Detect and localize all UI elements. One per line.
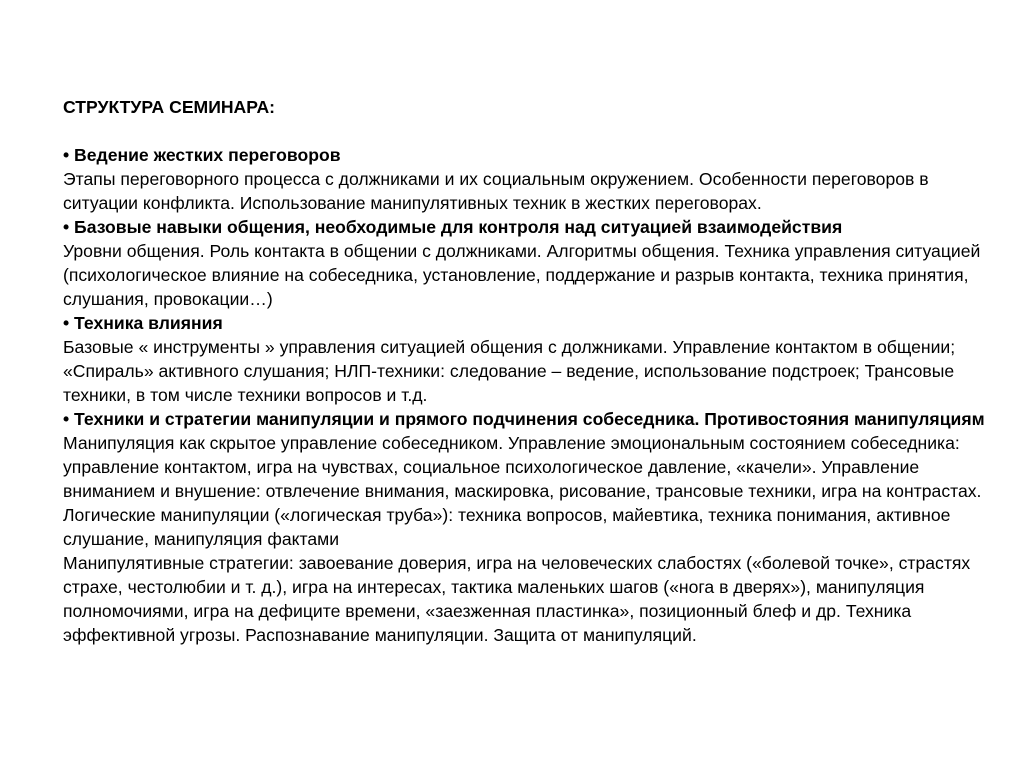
section-paragraph: Манипуляция как скрытое управление собеседником. Управление эмоциональным состоянием собеседника: управление контактом, игра на чувствах, социальное психологическое давление, «качели». Управление вниманием и внушение: отвлечение внимания, маскировка, рисование, трансовые техники, игра на контрастах. — [63, 433, 982, 501]
section-hard-negotiations — [63, 143, 998, 215]
section-influence-technique — [63, 311, 998, 407]
document-body — [63, 95, 998, 647]
section-paragraph: Этапы переговорного процесса с должниками и их социальным окружением. Особенности переговоров в ситуации конфликта. Использование манипулятивных техник в жестких переговорах. — [63, 169, 929, 213]
section-paragraph: Манипулятивные стратегии: завоевание доверия, игра на человеческих слабостях («болевой точке», страстях страхе, честолюбии и т. д.), игра на интересах, тактика маленьких шагов («нога в дверях»), манипуляция полномочиями, игра на дефиците времени, «заезженная пластинка», позиционный блеф и др. Техника эффективной угрозы. Распознавание манипуляции. Защита от манипуляций. — [63, 553, 971, 645]
section-paragraph: Базовые « инструменты » управления ситуацией общения с должниками. Управление контактом в общении; «Спираль» активного слушания; НЛП-техники: следование – ведение, использование подстроек; Трансовые техники, в том числе техники вопросов и т.д. — [63, 337, 956, 405]
section-manipulation-strategies — [63, 407, 998, 647]
section-paragraph: Уровни общения. Роль контакта в общении с должниками. Алгоритмы общения. Техника управления ситуацией (психологическое влияние на собеседника, установление, поддержание и разрыв контакта, техника принятия, слушания, провокации…) — [63, 241, 981, 309]
section-paragraph: Логические манипуляции («логическая труба»): техника вопросов, майевтика, техника понимания, активное слушание, манипуляция фактами — [63, 505, 951, 549]
section-basic-communication-skills — [63, 215, 998, 311]
document-title: СТРУКТУРА СЕМИНАРА: — [63, 97, 276, 117]
section-heading: • Ведение жестких переговоров — [63, 145, 341, 165]
section-heading: • Базовые навыки общения, необходимые для контроля над ситуацией взаимодействия — [63, 217, 843, 237]
section-heading: • Техника влияния — [63, 313, 223, 333]
section-heading: • Техники и стратегии манипуляции и прямого подчинения собеседника. Противостояния манипуляциям — [63, 409, 985, 429]
blank-line — [63, 119, 998, 143]
